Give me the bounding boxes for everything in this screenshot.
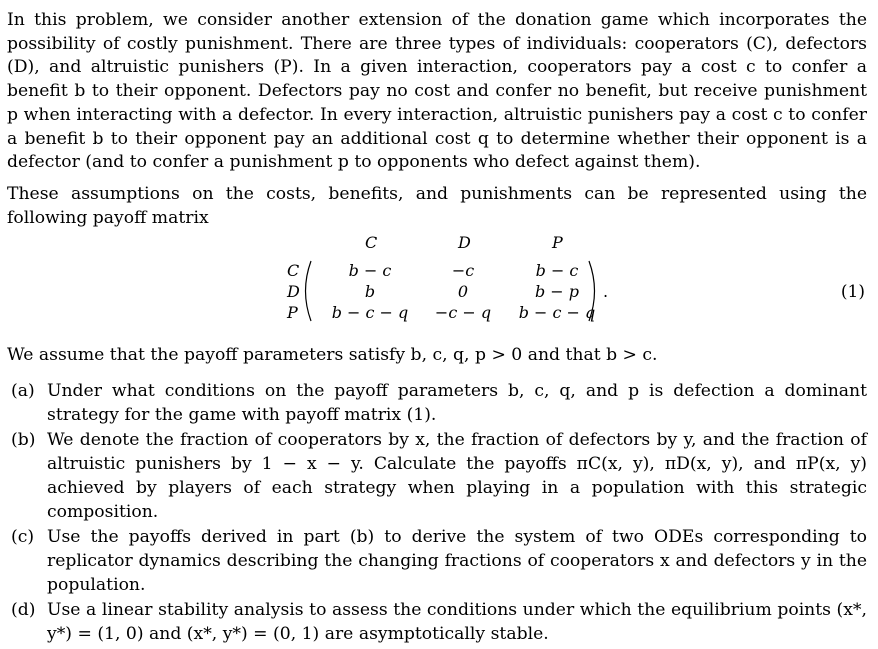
- matrix-cell: b − c: [348, 261, 392, 281]
- matrix-row-label: D: [287, 282, 300, 302]
- right-paren-icon: [587, 260, 601, 322]
- part-text: Use a linear stability analysis to assess the conditions under which the equilibrium points (x*, y*) = (1, 0) and (x*, y*) = (0, 1) are asymptotically stable.: [47, 600, 867, 645]
- payoff-matrix-block: [7, 232, 867, 342]
- part-label: (d): [11, 600, 36, 621]
- matrix-col-header: D: [458, 233, 471, 253]
- matrix-col-header: P: [552, 233, 563, 253]
- matrix-cell: −c: [451, 261, 475, 281]
- intro-paragraph: In this problem, we consider another extension of the donation game which incorporates the possibility of costly punishment. There are three types of individuals: cooperators (C), defectors (D), and altruistic punishers (P). In a given interaction, cooperators pay a cost c to confer a benefit b to their opponent. Defectors pay no cost and confer no benefit, but receive punishment p when interacting with a defector. In every interaction, altruistic punishers pay a cost c to confer a benefit b to their opponent pay an additional cost q to determine whether their opponent is a defector (and to confer a punishment p to opponents who defect against them).: [7, 10, 867, 173]
- question-part-c: [7, 526, 867, 597]
- question-part-b: [7, 429, 867, 524]
- matrix-row-label: P: [287, 303, 298, 323]
- question-parts: [7, 380, 867, 647]
- matrix-intro-paragraph: These assumptions on the costs, benefits, and punishments can be represented using the following payoff matrix: [7, 183, 867, 228]
- matrix-trailing-period: .: [603, 282, 609, 302]
- matrix-cell: −c − q: [434, 303, 492, 323]
- matrix-cell: b − c: [535, 261, 579, 281]
- part-text: We denote the fraction of cooperators by x, the fraction of defectors by y, and the fraction of altruistic punishers by 1 − x − y. Calculate the payoffs πC(x, y), πD(x, y), and πP(x, y) achieved by players of each strategy when playing in a population with this strategic composition.: [47, 430, 867, 522]
- part-label: (c): [11, 527, 35, 548]
- problem-page: [7, 9, 867, 649]
- matrix-col-header: C: [365, 233, 378, 253]
- left-paren-icon: [299, 260, 313, 322]
- matrix-cell: b: [364, 282, 376, 302]
- part-label: (b): [11, 430, 36, 451]
- matrix-cell: b − c − q: [518, 303, 596, 323]
- matrix-row-label: C: [287, 261, 300, 281]
- part-text: Under what conditions on the payoff parameters b, c, q, and p is defection a dominant strategy for the game with payoff matrix (1).: [47, 381, 867, 425]
- part-label: (a): [11, 381, 35, 402]
- assumption-paragraph: We assume that the payoff parameters satisfy b, c, q, p > 0 and that b > c.: [7, 345, 658, 366]
- part-text: Use the payoffs derived in part (b) to derive the system of two ODEs corresponding to replicator dynamics describing the changing fractions of cooperators x and defectors y in the population.: [47, 527, 867, 595]
- matrix-cell: 0: [457, 282, 469, 302]
- question-part-d: [7, 599, 867, 646]
- matrix-cell: b − p: [534, 282, 580, 302]
- equation-number: (1): [840, 282, 865, 303]
- matrix-cell: b − c − q: [331, 303, 409, 323]
- question-part-a: [7, 380, 867, 427]
